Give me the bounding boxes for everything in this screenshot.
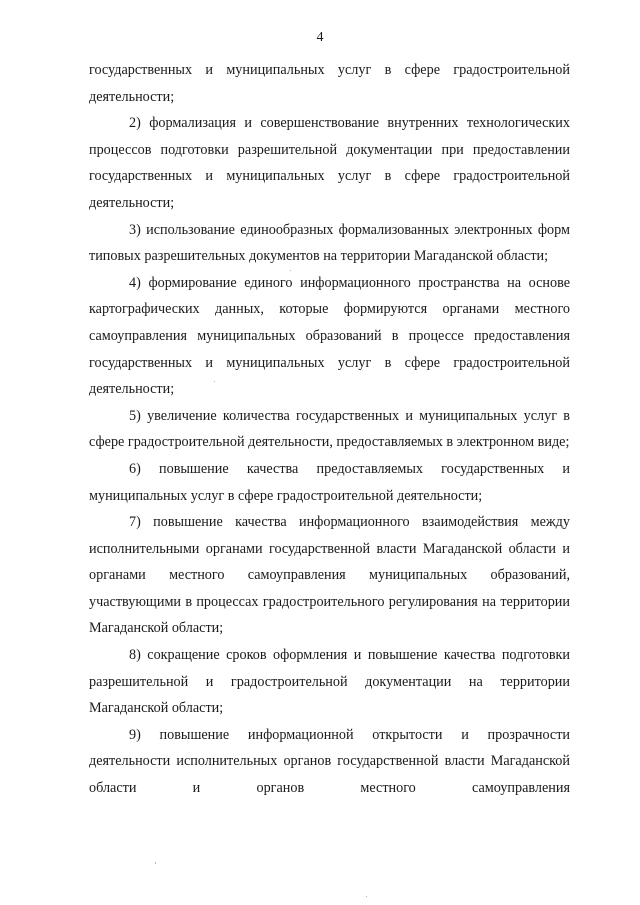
list-item-3: 3) использование единообразных формализованных электронных форм типовых разрешительных документов на территории Магаданской области; (89, 221, 570, 265)
list-item-9: 9) повышение информационной открытости и прозрачности деятельности исполнительных органов государственной власти Магаданской области и органов местного самоуправления (89, 726, 570, 797)
scan-speck (214, 381, 215, 382)
list-item-6: 6) повышение качества предоставляемых государственных и муниципальных услуг в сфере градостроительной деятельности; (89, 460, 570, 504)
scan-speck (366, 896, 367, 897)
list-item-4: 4) формирование единого информационного пространства на основе картографических данных, которые формируются органами местного самоуправления муниципальных образований в процессе предоставления государственных и муниципальных услуг в сфере градостроительной деятельности; (89, 274, 570, 398)
page-number: 4 (316, 30, 324, 45)
scan-speck (155, 862, 156, 864)
list-item-8: 8) сокращение сроков оформления и повышение качества подготовки разрешительной и градостроительной документации на территории Магаданской области; (89, 647, 570, 717)
scan-speck (290, 270, 291, 271)
document-body (89, 57, 570, 802)
list-item-7: 7) повышение качества информационного взаимодействия между исполнительными органами государственной власти Магаданской области и органами местного самоуправления муниципальных образований, участвующими в процессах градостроительного регулирования на территории Магаданской области; (89, 514, 570, 637)
list-item-5: 5) увеличение количества государственных и муниципальных услуг в сфере градостроительной деятельности, предоставляемых в электронном виде; (89, 407, 570, 451)
paragraph-continuation: государственных и муниципальных услуг в сфере градостроительной деятельности; (89, 62, 570, 105)
list-item-2: 2) формализация и совершенствование внутренних технологических процессов подготовки разрешительной документации при предоставлении государственных и муниципальных услуг в сфере градостроительной деятельности; (89, 115, 570, 211)
